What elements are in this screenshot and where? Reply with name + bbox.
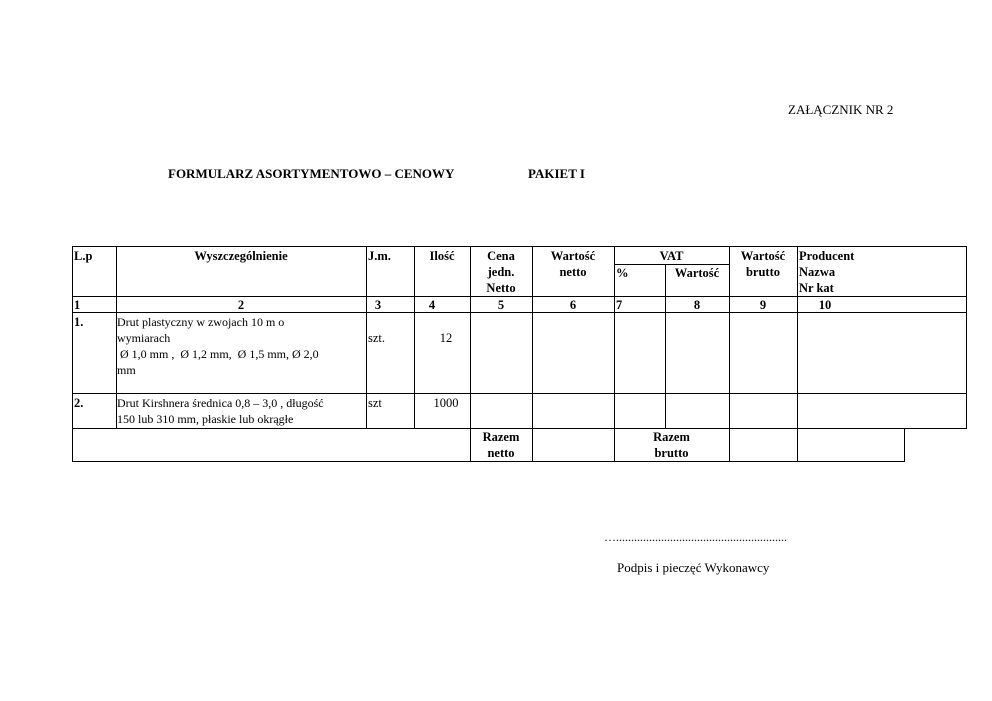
form-title: FORMULARZ ASORTYMENTOWO – CENOWY xyxy=(168,166,455,181)
annex-label: ZAŁĄCZNIK NR 2 xyxy=(788,102,894,117)
row-1-unit: szt. xyxy=(368,331,386,345)
signature-label: Podpis i pieczęć Wykonawcy xyxy=(617,560,770,575)
signature-line: …......................................................... xyxy=(604,530,787,544)
row-2-unit: szt xyxy=(368,396,382,410)
col-number-1: 1 xyxy=(74,298,81,312)
row-1-quantity: 12 xyxy=(439,331,453,345)
total-net: Razem netto xyxy=(482,430,520,460)
row-2-lp: 2. xyxy=(74,396,84,410)
col-number-5: 5 xyxy=(497,298,505,312)
header-lp: L.p xyxy=(74,249,93,263)
header-unit: J.m. xyxy=(368,249,391,263)
col-number-9: 9 xyxy=(759,298,767,312)
package-label: PAKIET I xyxy=(528,166,585,181)
header-unit-price: Cena jedn. Netto xyxy=(486,249,516,295)
col-number-4: 4 xyxy=(428,298,436,312)
header-quantity: Ilość xyxy=(429,249,455,263)
row-1-lp: 1. xyxy=(74,315,84,329)
header-net-value: Wartość netto xyxy=(550,249,596,279)
col-number-10: 10 xyxy=(818,298,832,312)
header-description: Wyszczególnienie xyxy=(194,249,288,263)
row-2-description: Drut Kirshnera średnica 0,8 – 3,0 , długość 150 lub 310 mm, płaskie lub okrągłe xyxy=(117,396,324,426)
header-gross-value: Wartość brutto xyxy=(740,249,786,279)
header-vat: VAT xyxy=(659,249,684,263)
header-vat-percent: % xyxy=(616,266,629,280)
col-number-8: 8 xyxy=(693,298,701,312)
row-2-quantity: 1000 xyxy=(433,396,459,410)
header-vat-value: Wartość xyxy=(674,266,720,280)
col-number-6: 6 xyxy=(569,298,577,312)
row-1-description: Drut plastyczny w zwojach 10 m o wymiarach Ø 1,0 mm , Ø 1,2 mm, Ø 1,5 mm, Ø 2,0 mm xyxy=(117,315,319,377)
col-number-2: 2 xyxy=(237,298,245,312)
total-gross: Razem brutto xyxy=(653,430,690,460)
header-producer: Producent Nazwa Nr kat xyxy=(799,249,855,295)
col-number-3: 3 xyxy=(374,298,382,312)
col-number-7: 7 xyxy=(616,298,623,312)
